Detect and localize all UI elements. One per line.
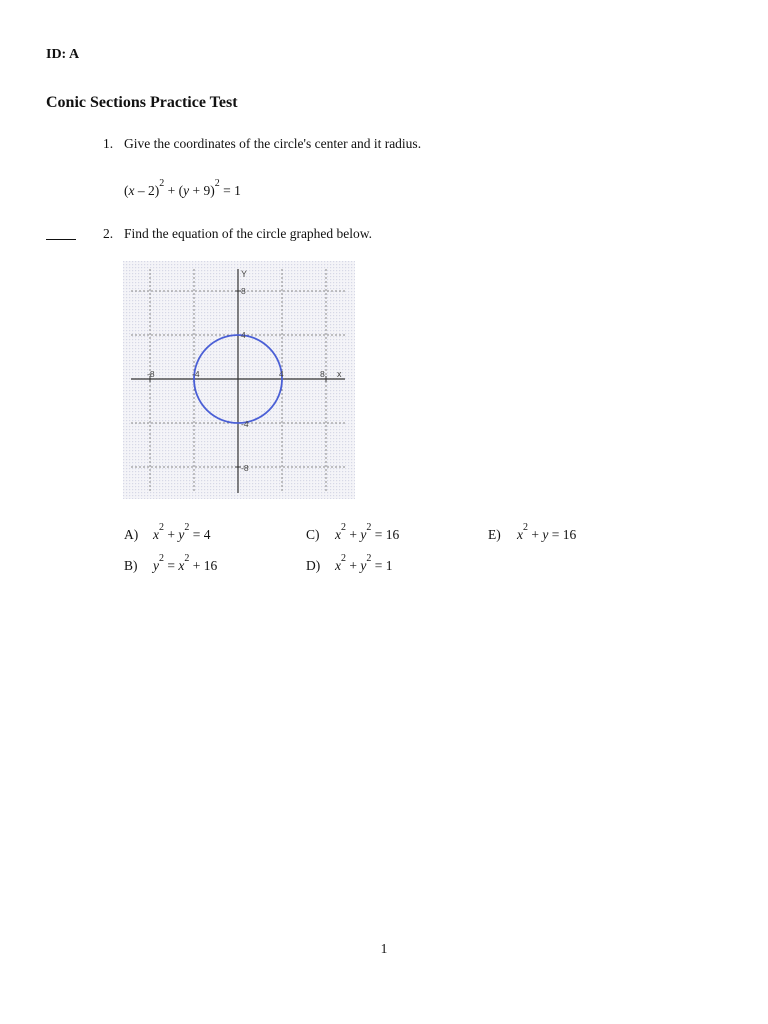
tick-label-y-circ-top: 4: [241, 330, 246, 340]
tick-label-x-pos: 8: [320, 369, 325, 379]
tick-label-y-neg: -8: [241, 463, 249, 473]
question-1-number: 1.: [103, 136, 114, 151]
graph-background: [123, 261, 355, 499]
choice-e: E) $x^2 + y = 16$: [488, 522, 577, 542]
answer-blank[interactable]: [46, 239, 76, 240]
question-1-equation: $(x - 2)^2 + (y + 9)^2 = 1$: [124, 178, 241, 198]
page-number: 1: [380, 941, 388, 956]
tick-label-x-neg: -8: [147, 369, 155, 379]
tick-label-y-pos: 8: [241, 286, 246, 296]
choice-d: D) $x^2 + y^2 = 1$: [306, 553, 393, 573]
page-title: Conic Sections Practice Test: [46, 94, 238, 111]
question-2-number: 2.: [103, 226, 114, 241]
question-2-text: Find the equation of the circle graphed below.: [124, 226, 373, 241]
id-label: ID: A: [46, 47, 80, 62]
x-axis-label: x: [337, 369, 342, 379]
y-axis-label: Y: [241, 269, 248, 279]
choice-b: B) $y^2 = x^2 + 16$: [124, 553, 218, 573]
tick-label-y-circ-bottom: -4: [241, 419, 249, 429]
choice-a: A) $x^2 + y^2 = 4$: [124, 522, 211, 542]
tick-label-x-circ-left: -4: [192, 369, 200, 379]
question-1-text: Give the coordinates of the circle's center and it radius.: [124, 136, 422, 151]
tick-label-x-circ-right: 4: [279, 369, 284, 379]
choice-c: C) $x^2 + y^2 = 16$: [306, 522, 400, 542]
circle-graph: [123, 261, 355, 499]
